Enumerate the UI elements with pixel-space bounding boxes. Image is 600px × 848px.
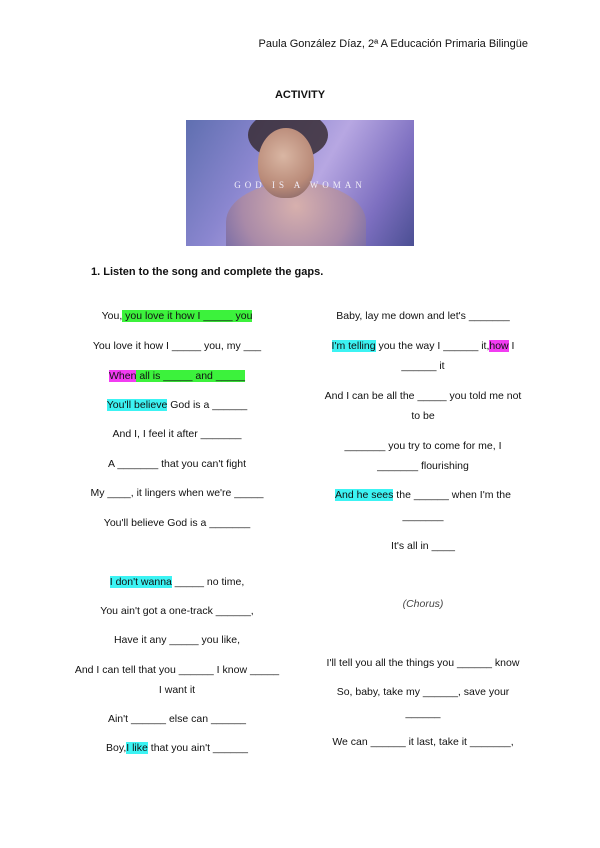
song-cover-image: [186, 120, 414, 246]
lyric-line: You love it how I _____ you, my ___: [92, 340, 262, 352]
question-1: 1. Listen to the song and complete the gaps.: [91, 266, 324, 278]
lyric-line: Ain't ______ else can ______: [107, 713, 247, 725]
highlight-cyan: I don't wanna: [109, 576, 172, 588]
lyric-line: So, baby, take my ______, save your: [336, 686, 510, 698]
page-header: Paula González Díaz, 2ª A Educación Primaria Bilingüe: [258, 38, 528, 50]
lyric-line: And I, I feel it after _______: [112, 428, 242, 440]
lyric-line: And I can tell that you ______ I know _____: [74, 664, 280, 676]
cover-title: GOD IS A WOMAN: [234, 180, 366, 190]
lyric-line: ______: [405, 707, 441, 719]
lyric-line: to be: [411, 410, 435, 422]
lyric-line: A _______ that you can't fight: [107, 458, 247, 470]
lyric-line: You, you love it how I _____ you: [101, 310, 253, 322]
lyric-line: We can ______ it last, take it _______,: [332, 736, 514, 748]
lyric-line: And I can be all the _____ you told me not: [324, 390, 522, 402]
activity-title: ACTIVITY: [274, 89, 326, 101]
lyric-line: I'll tell you all the things you ______ know: [326, 657, 520, 669]
lyric-line: I'm telling you the way I ______ it,how I: [331, 340, 515, 352]
lyric-line: Boy,I like that you ain't ______: [106, 742, 248, 754]
highlight-green: you love it how I _____ you: [122, 310, 253, 322]
lyric-line: Have it any _____ you like,: [113, 634, 241, 646]
lyric-line: My ____, it lingers when we're _____: [90, 487, 264, 499]
lyric-line: You'll believe God is a _______: [103, 517, 251, 529]
lyric-line: You ain't got a one-track ______,: [100, 605, 254, 617]
highlight-cyan: You'll believe: [106, 399, 168, 411]
lyric-line: You'll believe God is a ______: [106, 399, 248, 411]
chorus-label: (Chorus): [402, 598, 444, 610]
lyric-line: I don't wanna _____ no time,: [109, 576, 245, 588]
highlight-green: all is _____ and _____: [136, 370, 246, 382]
lyric-line: ______ it: [401, 360, 445, 372]
highlight-magenta: When: [108, 370, 137, 382]
highlight-cyan: I'm telling: [331, 340, 376, 352]
lyric-line: _______ flourishing: [377, 460, 469, 472]
lyric-line: Baby, lay me down and let's _______: [336, 310, 510, 322]
lyric-line: _______ you try to come for me, I: [344, 440, 502, 452]
lyric-line: And he sees the ______ when I'm the: [335, 489, 511, 501]
lyric-line: _______: [402, 510, 444, 522]
lyric-line: [74, 366, 280, 386]
lyric-line: It's all in ____: [391, 540, 455, 552]
highlight-magenta: how: [489, 340, 509, 352]
lyric-line: I want it: [158, 684, 196, 696]
highlight-cyan: And he sees: [335, 489, 394, 501]
highlight-cyan: I like: [126, 742, 148, 754]
